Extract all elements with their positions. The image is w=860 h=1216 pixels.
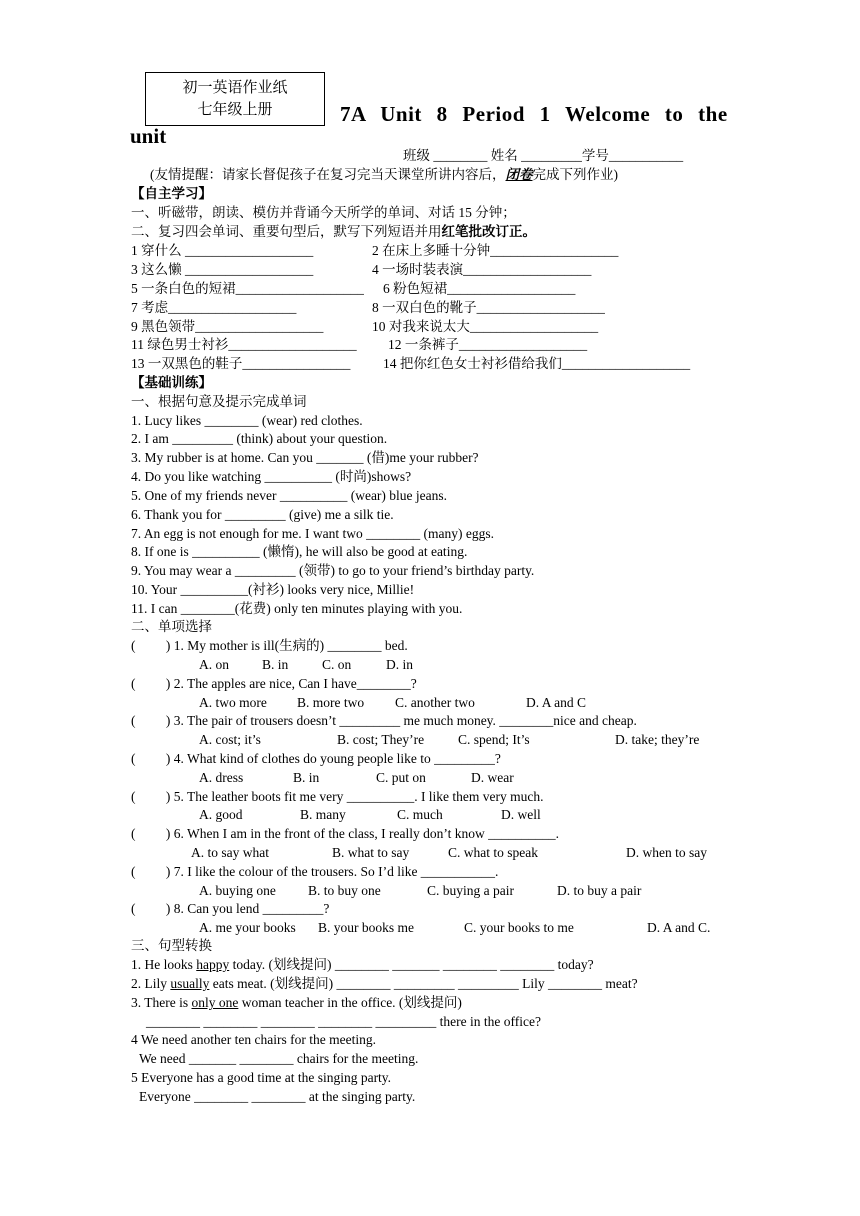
- mcq-option: B. your books me: [318, 920, 414, 935]
- fill-in-item: 9. You may wear a _________ (领带) to go to your friend’s birthday party.: [131, 563, 535, 578]
- phrase-10: 10 对我来说太大___________________: [372, 319, 599, 334]
- mcq-option: A. good: [199, 807, 243, 822]
- mcq-question: ( ) 6. When I am in the front of the class, I really don’t know __________.: [131, 826, 560, 841]
- mcq-option: D. in: [386, 657, 413, 672]
- phrase-11: 11 绿色男士衬衫___________________: [131, 337, 357, 352]
- phrase-12: 12 一条裤子___________________: [388, 337, 588, 352]
- fill-in-item: 4. Do you like watching __________ (时尚)shows?: [131, 469, 412, 484]
- mcq-option: D. A and C: [526, 695, 587, 710]
- mcq-option: C. spend; It’s: [458, 732, 530, 747]
- phrase-9: 9 黑色领带___________________: [131, 319, 324, 334]
- mcq-option: D. wear: [471, 770, 514, 785]
- self-study-item-2: 二、复习四会单词、重要句型后，默写下列短语并用红笔批改订正。: [131, 224, 536, 239]
- mcq-option: C. another two: [395, 695, 475, 710]
- fill-in-item: 10. Your __________(衬衫) looks very nice, Millie!: [131, 582, 415, 597]
- mcq-option: B. in: [293, 770, 320, 785]
- mcq-option: D. take; they’re: [615, 732, 700, 747]
- self-study-heading: 【自主学习】: [131, 186, 212, 201]
- page-title-cont: unit: [130, 124, 167, 148]
- mcq-option: D. to buy a pair: [557, 883, 642, 898]
- fill-in-item: 8. If one is __________ (懒惰), he will also be good at eating.: [131, 544, 468, 559]
- mcq-option: B. more two: [297, 695, 365, 710]
- mcq-option: A. to say what: [191, 845, 269, 860]
- phrase-13: 13 一双黑色的鞋子________________: [131, 356, 351, 371]
- fill-in-item: 7. An egg is not enough for me. I want two ________ (many) eggs.: [131, 526, 494, 541]
- mcq-option: D. when to say: [626, 845, 707, 860]
- student-info-line: 班级 ________ 姓名 _________学号___________: [403, 148, 684, 163]
- mcq-option: A. me your books: [199, 920, 296, 935]
- mcq-option: C. put on: [376, 770, 426, 785]
- mcq-option: A. buying one: [199, 883, 276, 898]
- phrase-3: 3 这么懒 ___________________: [131, 262, 314, 277]
- mcq-option: D. A and C.: [647, 920, 711, 935]
- grade-label: 七年级上册: [197, 102, 273, 118]
- mcq-question: ( ) 5. The leather boots fit me very __________. I like them very much.: [131, 789, 544, 804]
- mcq-option: B. to buy one: [308, 883, 381, 898]
- mcq-question: ( ) 7. I like the colour of the trousers. So I’d like ___________.: [131, 864, 499, 879]
- transform-item-3: 3. There is only one woman teacher in the office. (划线提问): [131, 995, 462, 1010]
- transform-item-2: 2. Lily usually eats meat. (划线提问) ________ _________ _________ Lily ________ meat?: [131, 976, 638, 991]
- page-title: 7A Unit 8 Period 1 Welcome to the: [340, 102, 728, 126]
- mcq-question: ( ) 1. My mother is ill(生病的) ________ bed.: [131, 638, 408, 653]
- phrase-14: 14 把你红色女士衬衫借给我们___________________: [383, 356, 691, 371]
- fill-in-item: 2. I am _________ (think) about your question.: [131, 431, 388, 446]
- reminder: (友情提醒：请家长督促孩子在复习完当天课堂所讲内容后，闭卷完成下列作业): [150, 167, 618, 182]
- mcq-option: A. two more: [199, 695, 267, 710]
- transform-item-5: 5 Everyone has a good time at the singing party.: [131, 1070, 392, 1085]
- mcq-option: A. on: [199, 657, 229, 672]
- phrase-6: 6 粉色短裙___________________: [383, 281, 576, 296]
- part1-heading: 一、根据句意及提示完成单词: [131, 394, 307, 409]
- mcq-question: ( ) 4. What kind of clothes do young people like to _________?: [131, 751, 501, 766]
- mcq-option: B. in: [262, 657, 289, 672]
- mcq-question: ( ) 2. The apples are nice, Can I have________?: [131, 676, 417, 691]
- fill-in-item: 6. Thank you for _________ (give) me a silk tie.: [131, 507, 394, 522]
- fill-in-item: 1. Lucy likes ________ (wear) red clothes.: [131, 413, 363, 428]
- phrase-4: 4 一场时装表演___________________: [372, 262, 592, 277]
- self-study-item-1: 一、听磁带，朗读、模仿并背诵今天所学的单词、对话 15 分钟；: [131, 205, 516, 220]
- mcq-option: B. cost; They’re: [337, 732, 425, 747]
- mcq-option: A. cost; it’s: [199, 732, 261, 747]
- phrase-8: 8 一双白色的靴子___________________: [372, 300, 605, 315]
- phrase-2: 2 在床上多睡十分钟___________________: [372, 243, 619, 258]
- worksheet-label-box: [145, 72, 325, 126]
- mcq-option: B. many: [300, 807, 346, 822]
- mcq-question: ( ) 3. The pair of trousers doesn’t _________ me much money. ________nice and cheap.: [131, 713, 637, 728]
- mcq-option: B. what to say: [332, 845, 410, 860]
- transform-item-1: 1. He looks happy today. (划线提问) ________ _______ ________ ________ today?: [131, 957, 594, 972]
- basic-training-heading: 【基础训练】: [131, 375, 212, 390]
- transform-item-3-answer: ________ ________ ________ ________ _________ there in the office?: [146, 1014, 541, 1029]
- transform-item-4: 4 We need another ten chairs for the meeting.: [131, 1032, 376, 1047]
- phrase-1: 1 穿什么 ___________________: [131, 243, 314, 258]
- fill-in-item: 5. One of my friends never __________ (wear) blue jeans.: [131, 488, 448, 503]
- mcq-option: C. on: [322, 657, 352, 672]
- mcq-option: C. what to speak: [448, 845, 538, 860]
- mcq-option: C. buying a pair: [427, 883, 514, 898]
- part2-heading: 二、单项选择: [131, 619, 212, 634]
- transform-item-5-answer: Everyone ________ ________ at the singing party.: [139, 1089, 416, 1104]
- worksheet-label: 初一英语作业纸: [182, 80, 288, 96]
- mcq-option: A. dress: [199, 770, 244, 785]
- phrase-5: 5 一条白色的短裙___________________: [131, 281, 364, 296]
- mcq-option: C. much: [397, 807, 443, 822]
- transform-item-4-answer: We need _______ ________ chairs for the meeting.: [139, 1051, 419, 1066]
- mcq-question: ( ) 8. Can you lend _________?: [131, 901, 330, 916]
- part3-heading: 三、句型转换: [131, 938, 212, 953]
- fill-in-item: 11. I can ________(花费) only ten minutes playing with you.: [131, 601, 463, 616]
- mcq-option: C. your books to me: [464, 920, 574, 935]
- mcq-option: D. well: [501, 807, 541, 822]
- fill-in-item: 3. My rubber is at home. Can you _______ (借)me your rubber?: [131, 450, 479, 465]
- phrase-7: 7 考虑___________________: [131, 300, 297, 315]
